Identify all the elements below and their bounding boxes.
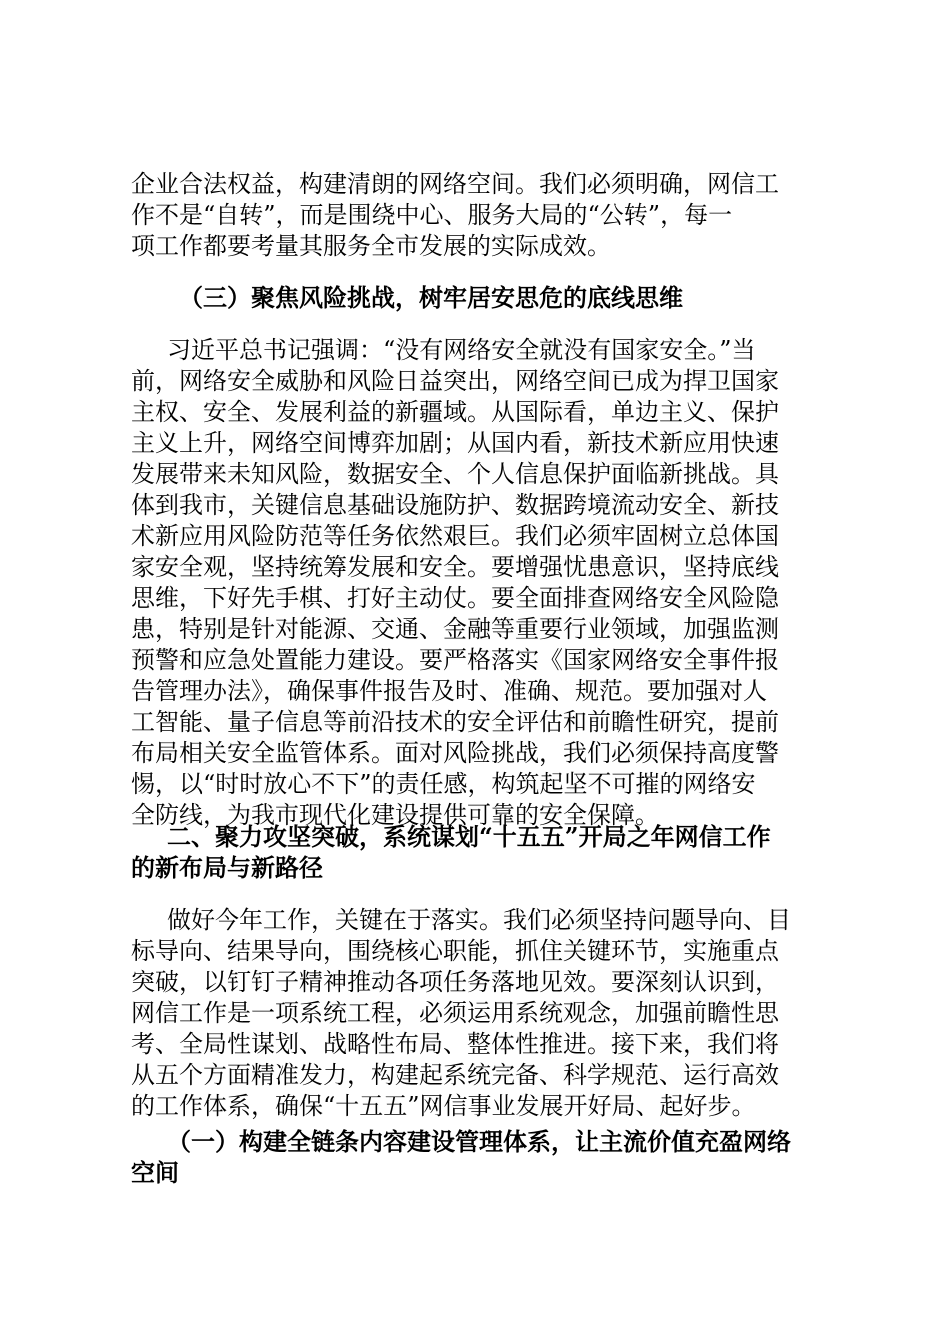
text-line: 布局相关安全监管体系。面对风险挑战，我们必须保持高度警 xyxy=(131,739,779,767)
text-line: 预警和应急处置能力建设。要严格落实《国家网络安全事件报 xyxy=(131,646,779,674)
heading-line: 的新布局与新路径 xyxy=(131,853,323,882)
heading-line: （三）聚焦风险挑战，树牢居安思危的底线思维 xyxy=(179,283,683,312)
text-line: 告管理办法》，确保事件报告及时、准确、规范。要加强对人 xyxy=(131,677,767,705)
text-line: 术新应用风险防范等任务依然艰巨。我们必须牢固树立总体国 xyxy=(131,522,779,550)
text-line: 标导向、结果导向，围绕核心职能，抓住关键环节，实施重点 xyxy=(131,937,779,965)
text-line: 的工作体系，确保“十五五”网信事业发展开好局、起好步。 xyxy=(131,1092,756,1120)
text-line: 前，网络安全威胁和风险日益突出，网络空间已成为捍卫国家 xyxy=(131,367,779,395)
heading-line: （一）构建全链条内容建设管理体系，让主流价值充盈网络 xyxy=(167,1127,791,1156)
heading-line: 二、聚力攻坚突破，系统谋划“十五五”开局之年网信工作 xyxy=(167,822,771,851)
text-line: 企业合法权益，构建清朗的网络空间。我们必须明确，网信工 xyxy=(131,170,779,198)
text-line: 网信工作是一项系统工程，必须运用系统观念，加强前瞻性思 xyxy=(131,999,779,1027)
text-line: 主权、安全、发展利益的新疆域。从国际看，单边主义、保护 xyxy=(131,398,779,426)
text-line: 思维，下好先手棋、打好主动仗。要全面排查网络安全风险隐 xyxy=(131,584,779,612)
text-line: 工智能、量子信息等前沿技术的安全评估和前瞻性研究，提前 xyxy=(131,708,779,736)
text-line: 作不是“自转”，而是围绕中心、服务大局的“公转”，每一 xyxy=(131,201,733,229)
text-line: 习近平总书记强调：“没有网络安全就没有国家安全。”当 xyxy=(167,336,756,364)
text-line: 惕，以“时时放心不下”的责任感，构筑起坚不可摧的网络安 xyxy=(131,770,756,798)
text-line: 项工作都要考量其服务全市发展的实际成效。 xyxy=(131,232,611,260)
text-line: 从五个方面精准发力，构建起系统完备、科学规范、运行高效 xyxy=(131,1061,779,1089)
text-line: 家安全观，坚持统筹发展和安全。要增强忧患意识，坚持底线 xyxy=(131,553,779,581)
text-line: 体到我市，关键信息基础设施防护、数据跨境流动安全、新技 xyxy=(131,491,779,519)
text-line: 主义上升，网络空间博弈加剧；从国内看，新技术新应用快速 xyxy=(131,429,779,457)
text-line: 做好今年工作，关键在于落实。我们必须坚持问题导向、目 xyxy=(167,906,791,934)
text-line: 发展带来未知风险，数据安全、个人信息保护面临新挑战。具 xyxy=(131,460,779,488)
text-line: 考、全局性谋划、战略性布局、整体性推进。接下来，我们将 xyxy=(131,1030,779,1058)
text-line: 全防线，为我市现代化建设提供可靠的安全保障。 xyxy=(131,801,659,829)
text-line: 患，特别是针对能源、交通、金融等重要行业领域，加强监测 xyxy=(131,615,779,643)
heading-line: 空间 xyxy=(131,1158,179,1187)
text-line: 突破，以钉钉子精神推动各项任务落地见效。要深刻认识到， xyxy=(131,968,779,996)
